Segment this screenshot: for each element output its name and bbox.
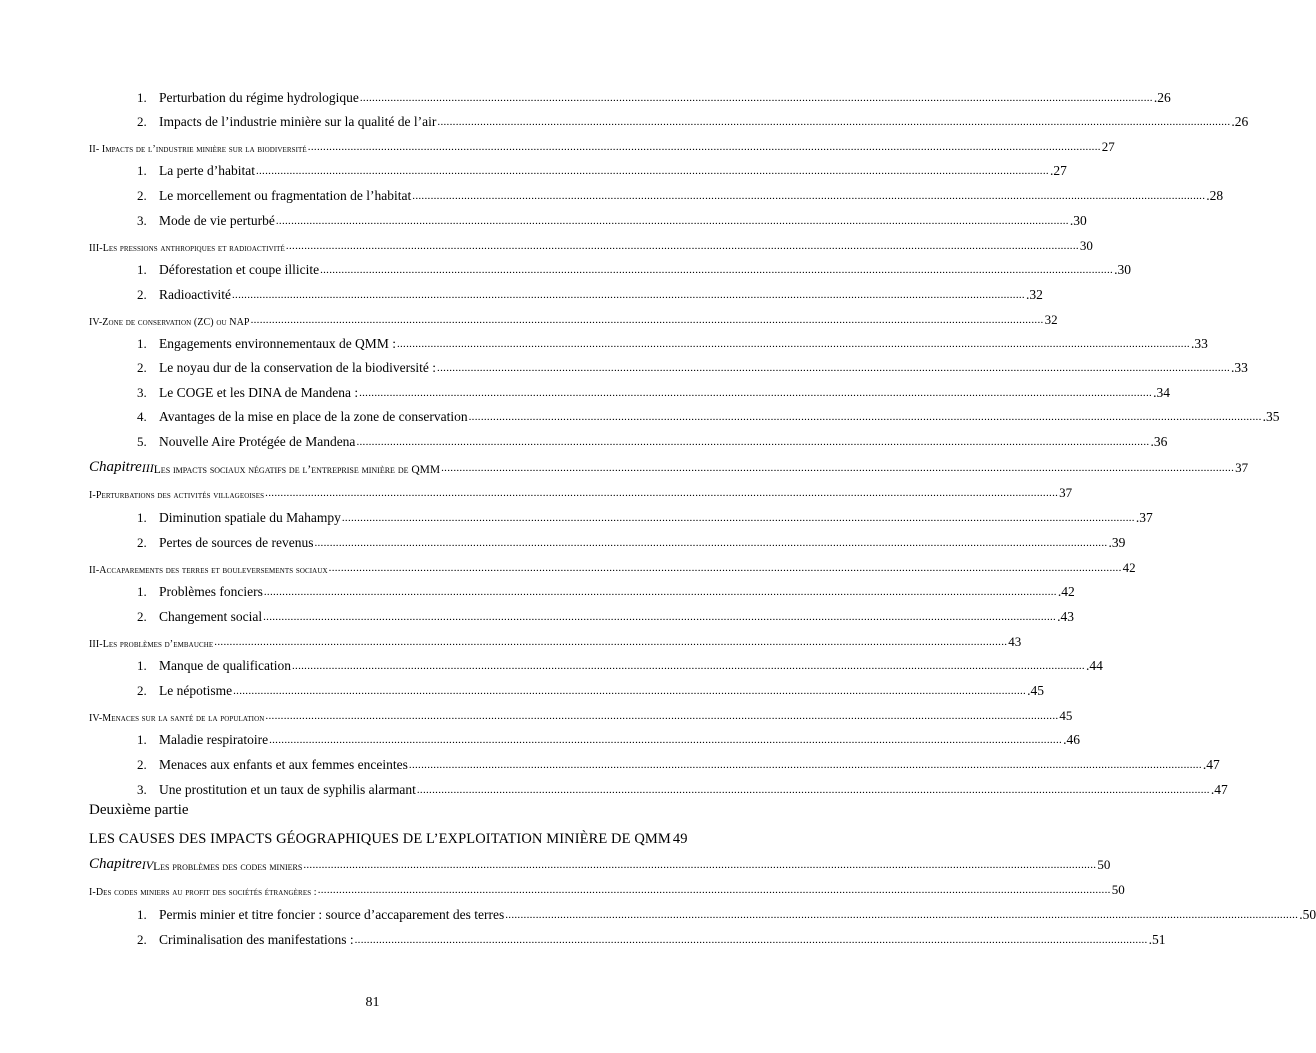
dot-leader: .................................................................................................................................................................................................................................................................... bbox=[468, 411, 1262, 423]
entry-number: 2. bbox=[137, 114, 147, 129]
entry-page: .42 bbox=[1057, 584, 1075, 599]
entry-page: .47 bbox=[1210, 782, 1228, 797]
entry-page: .46 bbox=[1063, 732, 1080, 747]
toc-entry-item[interactable] bbox=[137, 506, 1153, 526]
entry-title: I-Des codes miniers au profit des sociétés étrangères : bbox=[89, 887, 317, 898]
toc-entry-major[interactable] bbox=[89, 828, 688, 848]
entry-page: .44 bbox=[1085, 658, 1103, 673]
chapter-number: III bbox=[141, 461, 154, 475]
dot-leader: .................................................................................................................................................................................................................................................................... bbox=[214, 636, 1008, 648]
entry-number: 2. bbox=[137, 757, 147, 772]
entry-number: 2. bbox=[137, 609, 147, 624]
toc-entry-item[interactable] bbox=[137, 110, 1249, 130]
toc-entry-item[interactable] bbox=[137, 356, 1248, 376]
entry-title: Avantages de la mise en place de la zone de conservation bbox=[159, 409, 468, 424]
entry-title: III-Les pressions anthropiques et radioactivité bbox=[89, 243, 285, 254]
dot-leader: .................................................................................................................................................................................................................................................................... bbox=[291, 660, 1085, 672]
entry-title: Perturbation du régime hydrologique bbox=[159, 90, 359, 105]
dot-leader: .................................................................................................................................................................................................................................................................... bbox=[250, 314, 1044, 326]
chapter-number: IV bbox=[141, 858, 154, 872]
entry-number: 3. bbox=[137, 213, 147, 228]
entry-number: 2. bbox=[137, 535, 147, 550]
dot-leader: .................................................................................................................................................................................................................................................................... bbox=[441, 462, 1235, 474]
dot-leader: .................................................................................................................................................................................................................................................................... bbox=[416, 784, 1210, 796]
toc-entry-item[interactable] bbox=[137, 580, 1075, 600]
toc-entry-item[interactable] bbox=[137, 928, 1166, 948]
toc-entry-item[interactable] bbox=[137, 753, 1220, 773]
dot-leader: .................................................................................................................................................................................................................................................................... bbox=[307, 141, 1101, 153]
entry-title: II- Impacts de l’industrie minière sur la biodiversité bbox=[89, 144, 307, 155]
entry-title: Pertes de sources de revenus bbox=[159, 535, 314, 550]
entry-title: Changement social bbox=[159, 609, 263, 624]
toc-entry-section[interactable] bbox=[89, 308, 1058, 328]
entry-page: .30 bbox=[1114, 262, 1131, 277]
toc-entry-item[interactable] bbox=[137, 605, 1074, 625]
entry-title: III-Les problèmes d’embauche bbox=[89, 639, 214, 650]
entry-title: IV-Zone de conservation (ZC) ou NAP bbox=[89, 317, 250, 328]
dot-leader: .................................................................................................................................................................................................................................................................... bbox=[354, 934, 1148, 946]
dot-leader: .................................................................................................................................................................................................................................................................... bbox=[396, 338, 1190, 350]
entry-page: .33 bbox=[1231, 360, 1248, 375]
dot-leader: .................................................................................................................................................................................................................................................................... bbox=[265, 487, 1059, 499]
toc-entry-section[interactable] bbox=[89, 481, 1073, 501]
dot-leader: .................................................................................................................................................................................................................................................................... bbox=[359, 92, 1153, 104]
entry-title: Radioactivité bbox=[159, 287, 231, 302]
entry-number: 2. bbox=[137, 360, 147, 375]
dot-leader: .................................................................................................................................................................................................................................................................... bbox=[285, 240, 1079, 252]
toc-entry-section[interactable] bbox=[89, 135, 1115, 155]
dot-leader: .................................................................................................................................................................................................................................................................... bbox=[412, 190, 1206, 202]
toc-entry-item[interactable] bbox=[137, 430, 1168, 450]
toc-entry-item[interactable] bbox=[137, 903, 1316, 923]
page-number: 81 bbox=[365, 995, 380, 1010]
entry-page: .36 bbox=[1150, 434, 1168, 449]
entry-page: .51 bbox=[1148, 932, 1166, 947]
dot-leader: .................................................................................................................................................................................................................................................................... bbox=[356, 436, 1150, 448]
entry-page: .39 bbox=[1108, 535, 1126, 550]
toc-entry-item[interactable] bbox=[137, 778, 1228, 798]
entry-title: Menaces aux enfants et aux femmes enceintes bbox=[159, 757, 408, 772]
entry-page: 50 bbox=[1111, 882, 1125, 897]
entry-title: Impacts de l’industrie minière sur la qualité de l’air bbox=[159, 114, 437, 129]
entry-page: .35 bbox=[1262, 409, 1280, 424]
dot-leader: .................................................................................................................................................................................................................................................................... bbox=[317, 884, 1111, 896]
dot-leader: .................................................................................................................................................................................................................................................................... bbox=[437, 116, 1231, 128]
entry-number: 2. bbox=[137, 932, 147, 947]
entry-number: 1. bbox=[137, 90, 147, 105]
entry-number: 5. bbox=[137, 434, 147, 449]
entry-number: 1. bbox=[137, 336, 147, 351]
chapter-title: Les problèmes des codes miniers bbox=[153, 861, 303, 873]
toc-entry-chapter[interactable] bbox=[89, 853, 1111, 873]
dot-leader: .................................................................................................................................................................................................................................................................... bbox=[275, 215, 1069, 227]
entry-title: Permis minier et titre foncier : source d’accaparement des terres bbox=[159, 907, 505, 922]
dot-leader: .................................................................................................................................................................................................................................................................... bbox=[437, 362, 1231, 374]
dot-leader: .................................................................................................................................................................................................................................................................... bbox=[263, 586, 1057, 598]
toc-entry-section[interactable] bbox=[89, 556, 1136, 576]
chapter-word: Chapitre bbox=[89, 856, 142, 872]
entry-page: 37 bbox=[1235, 460, 1249, 475]
toc-entry-item[interactable] bbox=[137, 679, 1044, 699]
chapter-title: Les impacts sociaux négatifs de l’entreprise minière de QMM bbox=[153, 464, 441, 476]
dot-leader: .................................................................................................................................................................................................................................................................... bbox=[263, 611, 1057, 623]
entry-page: .26 bbox=[1153, 90, 1171, 105]
entry-title: Diminution spatiale du Mahampy bbox=[159, 510, 341, 525]
toc-entry-item[interactable] bbox=[137, 332, 1208, 352]
toc-entry-section[interactable] bbox=[89, 704, 1073, 724]
dot-leader: .................................................................................................................................................................................................................................................................... bbox=[341, 512, 1135, 524]
entry-number: 4. bbox=[137, 409, 147, 424]
dot-leader: .................................................................................................................................................................................................................................................................... bbox=[320, 264, 1114, 276]
entry-number: 1. bbox=[137, 907, 147, 922]
entry-page: .43 bbox=[1057, 609, 1074, 624]
entry-page: .27 bbox=[1049, 163, 1067, 178]
entry-page: 43 bbox=[1008, 634, 1022, 649]
entry-title: Le népotisme bbox=[159, 683, 233, 698]
entry-title: Problèmes fonciers bbox=[159, 584, 263, 599]
entry-page: 45 bbox=[1059, 708, 1073, 723]
toc-entry-item[interactable] bbox=[137, 209, 1087, 229]
toc-entry-item[interactable] bbox=[137, 728, 1080, 748]
toc-entry-section[interactable] bbox=[89, 234, 1093, 254]
dot-leader: .................................................................................................................................................................................................................................................................... bbox=[265, 710, 1059, 722]
entry-number: 2. bbox=[137, 287, 147, 302]
dot-leader: .................................................................................................................................................................................................................................................................... bbox=[231, 289, 1025, 301]
part-heading: Deuxième partie bbox=[89, 802, 189, 818]
dot-leader: .................................................................................................................................................................................................................................................................... bbox=[328, 562, 1122, 574]
toc-entry-item[interactable] bbox=[137, 159, 1067, 179]
entry-title: Criminalisation des manifestations : bbox=[159, 932, 354, 947]
dot-leader: .................................................................................................................................................................................................................................................................... bbox=[408, 759, 1202, 771]
toc-entry-item[interactable] bbox=[137, 184, 1224, 204]
toc-entry-item[interactable] bbox=[137, 283, 1043, 303]
entry-title: Nouvelle Aire Protégée de Mandena bbox=[159, 434, 356, 449]
entry-title: Engagements environnementaux de QMM : bbox=[159, 336, 396, 351]
entry-page: .26 bbox=[1231, 114, 1249, 129]
entry-number: 2. bbox=[137, 188, 147, 203]
dot-leader: .................................................................................................................................................................................................................................................................... bbox=[303, 859, 1097, 871]
toc-entry-section[interactable] bbox=[89, 630, 1022, 650]
entry-page: .37 bbox=[1135, 510, 1153, 525]
entry-title: Manque de qualification bbox=[159, 658, 291, 673]
toc-entry-item[interactable] bbox=[137, 531, 1126, 551]
toc-entry-section[interactable] bbox=[89, 878, 1125, 898]
entry-title: I-Perturbations des activités villageoises bbox=[89, 490, 265, 501]
entry-page: 27 bbox=[1101, 139, 1115, 154]
toc-entry-chapter[interactable] bbox=[89, 456, 1249, 476]
toc-entry-item[interactable] bbox=[137, 258, 1131, 278]
entry-number: 1. bbox=[137, 262, 147, 277]
dot-leader: .................................................................................................................................................................................................................................................................... bbox=[255, 165, 1049, 177]
entry-page: .47 bbox=[1202, 757, 1220, 772]
entry-title: Le morcellement ou fragmentation de l’habitat bbox=[159, 188, 412, 203]
entry-title: II-Accaparements des terres et bouleversements sociaux bbox=[89, 565, 328, 576]
entry-page: .28 bbox=[1206, 188, 1224, 203]
entry-number: 2. bbox=[137, 683, 147, 698]
entry-title: Une prostitution et un taux de syphilis alarmant bbox=[159, 782, 416, 797]
entry-title: Maladie respiratoire bbox=[159, 732, 269, 747]
entry-number: 1. bbox=[137, 658, 147, 673]
entry-title: La perte d’habitat bbox=[159, 163, 255, 178]
entry-number: 1. bbox=[137, 584, 147, 599]
entry-page: 49 bbox=[672, 831, 688, 847]
entry-number: 3. bbox=[137, 385, 147, 400]
entry-page: .30 bbox=[1069, 213, 1087, 228]
dot-leader: .................................................................................................................................................................................................................................................................... bbox=[233, 685, 1027, 697]
entry-title: LES CAUSES DES IMPACTS GÉOGRAPHIQUES DE L’EXPLOITATION MINIÈRE DE QMM bbox=[89, 831, 671, 847]
entry-page: 42 bbox=[1122, 560, 1136, 575]
dot-leader: .................................................................................................................................................................................................................................................................... bbox=[359, 387, 1153, 399]
entry-page: .45 bbox=[1027, 683, 1044, 698]
entry-title: IV-Menaces sur la santé de la population bbox=[89, 713, 265, 724]
entry-number: 1. bbox=[137, 510, 147, 525]
entry-page: 30 bbox=[1079, 238, 1093, 253]
toc-entry-item[interactable] bbox=[137, 381, 1170, 401]
entry-page: .50 bbox=[1299, 907, 1316, 922]
dot-leader: .................................................................................................................................................................................................................................................................... bbox=[269, 734, 1063, 746]
toc-entry-item[interactable] bbox=[137, 405, 1280, 425]
entry-page: .33 bbox=[1190, 336, 1208, 351]
entry-number: 3. bbox=[137, 782, 147, 797]
toc-entry-item[interactable] bbox=[137, 86, 1171, 106]
entry-title: Déforestation et coupe illicite bbox=[159, 262, 320, 277]
dot-leader: .................................................................................................................................................................................................................................................................... bbox=[505, 909, 1299, 921]
entry-page: 32 bbox=[1044, 312, 1058, 327]
entry-page: 37 bbox=[1059, 485, 1073, 500]
toc-entry-item[interactable] bbox=[137, 654, 1103, 674]
entry-title: Le COGE et les DINA de Mandena : bbox=[159, 385, 359, 400]
entry-number: 1. bbox=[137, 732, 147, 747]
chapter-word: Chapitre bbox=[89, 459, 142, 475]
entry-page: .34 bbox=[1153, 385, 1170, 400]
entry-page: .32 bbox=[1025, 287, 1043, 302]
entry-title: Mode de vie perturbé bbox=[159, 213, 275, 228]
dot-leader: .................................................................................................................................................................................................................................................................... bbox=[314, 537, 1108, 549]
entry-number: 1. bbox=[137, 163, 147, 178]
entry-page: 50 bbox=[1097, 857, 1111, 872]
entry-title: Le noyau dur de la conservation de la biodiversité : bbox=[159, 360, 437, 375]
